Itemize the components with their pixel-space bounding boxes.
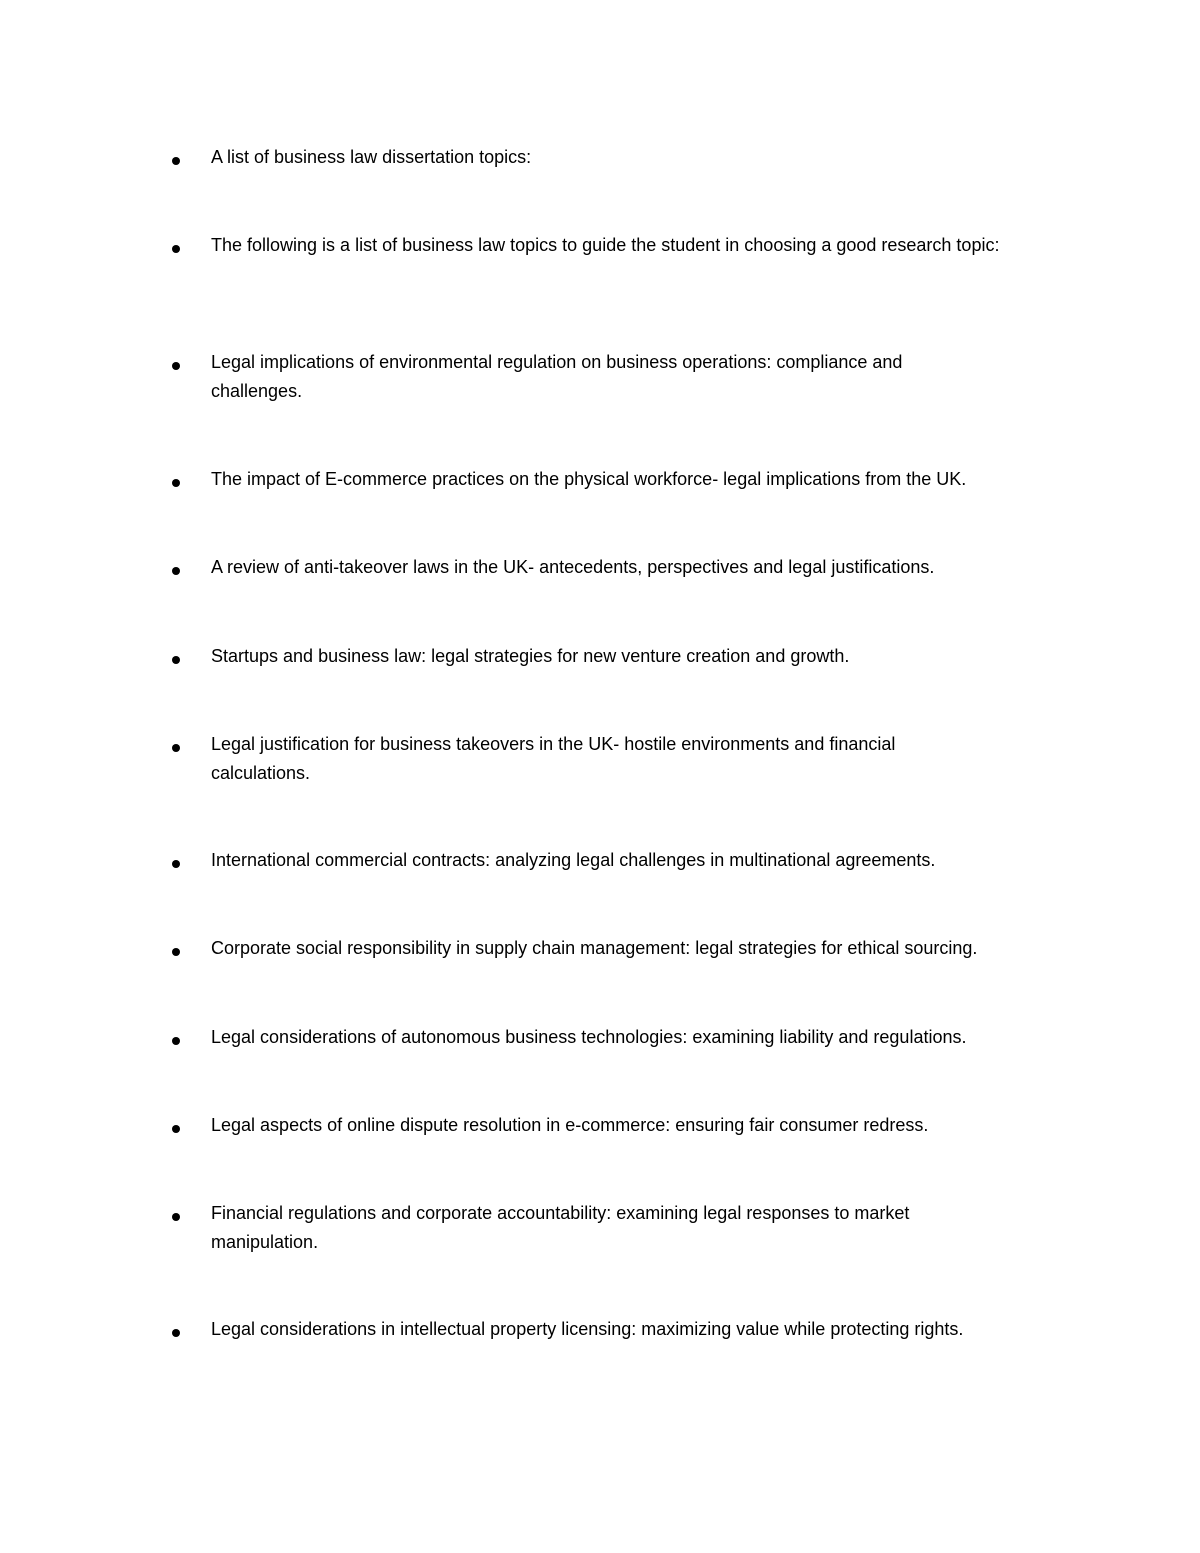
bullet-icon	[172, 860, 180, 868]
bullet-icon	[172, 1125, 180, 1133]
list-item-text: Legal justification for business takeovers in the UK- hostile environments and financial calculations.	[211, 734, 896, 783]
list-item-text: A review of anti-takeover laws in the UK- antecedents, perspectives and legal justifications.	[211, 557, 935, 577]
list-item	[172, 469, 1072, 494]
list-item-text: The following is a list of business law topics to guide the student in choosing a good research topic:	[211, 235, 1000, 255]
bullet-icon	[172, 1037, 180, 1045]
bullet-icon	[172, 1213, 180, 1221]
list-item-text: International commercial contracts: analyzing legal challenges in multinational agreements.	[211, 850, 936, 870]
list-item-text: The impact of E-commerce practices on the physical workforce- legal implications from the UK.	[211, 469, 967, 489]
bullet-icon	[172, 948, 180, 956]
list-item-text: Legal considerations of autonomous business technologies: examining liability and regulations.	[211, 1027, 967, 1047]
list-item	[172, 147, 1072, 172]
bullet-icon	[172, 744, 180, 752]
list-item	[172, 1203, 992, 1257]
bullet-icon	[172, 479, 180, 487]
list-item	[172, 1027, 1072, 1052]
bullet-icon	[172, 567, 180, 575]
list-item	[172, 352, 992, 406]
bullet-icon	[172, 362, 180, 370]
list-item	[172, 850, 1072, 875]
list-item-text: Corporate social responsibility in supply chain management: legal strategies for ethical sourcing.	[211, 938, 978, 958]
list-item-text: Legal implications of environmental regulation on business operations: compliance and challenges.	[211, 352, 903, 401]
list-item	[172, 235, 1032, 260]
bullet-icon	[172, 1329, 180, 1337]
list-item-text: A list of business law dissertation topics:	[211, 147, 532, 167]
list-item-text: Legal considerations in intellectual property licensing: maximizing value while protecting rights.	[211, 1319, 964, 1339]
list-item-text: Financial regulations and corporate accountability: examining legal responses to market manipulation.	[211, 1203, 910, 1252]
list-item	[172, 938, 1092, 963]
list-item	[172, 1115, 1072, 1140]
list-item	[172, 734, 982, 788]
list-item	[172, 557, 1072, 582]
bullet-icon	[172, 245, 180, 253]
list-item	[172, 646, 1072, 671]
bullet-icon	[172, 157, 180, 165]
list-item-text: Startups and business law: legal strategies for new venture creation and growth.	[211, 646, 850, 666]
list-item-text: Legal aspects of online dispute resolution in e-commerce: ensuring fair consumer redress.	[211, 1115, 929, 1135]
bullet-icon	[172, 656, 180, 664]
list-item	[172, 1319, 1072, 1344]
